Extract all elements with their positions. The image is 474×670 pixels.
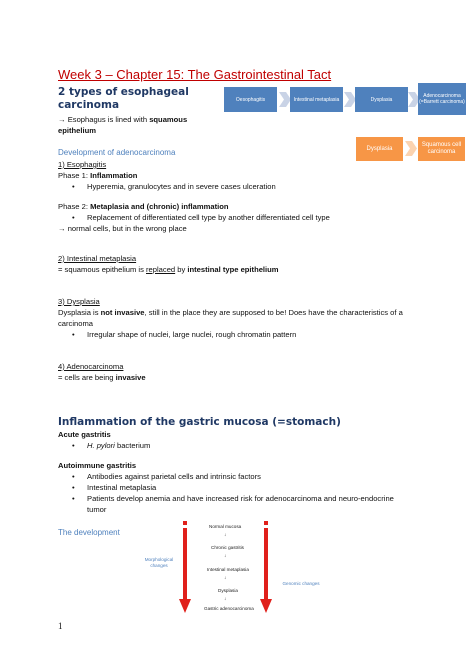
diagram-box-adenocarcinoma: Adenocarcinoma (=Barrett carcinoma) — [418, 83, 466, 115]
autoimmune-gastritis-label — [58, 461, 136, 471]
epithelium-line — [58, 126, 96, 136]
dysplasia-bullet: • Irregular shape of nuclei, large nuclei, rough chromatin pattern — [87, 330, 296, 340]
step-arrow: ↓ — [224, 532, 227, 537]
dys-pre: Dysplasia is — [58, 308, 101, 317]
esophagus-lined-line — [58, 115, 187, 125]
normal-cells-line — [58, 224, 187, 234]
lined-bold: squamous — [149, 115, 188, 124]
acute-bullet — [87, 441, 150, 451]
red-arrow-right-icon — [260, 521, 272, 614]
auto-bullet-1: • Antibodies against parietal cells and intrinsic factors — [87, 472, 261, 482]
lined-bold2: epithelium — [58, 126, 96, 135]
gastric-heading: Inflammation of the gastric mucosa (=stomach) — [58, 416, 341, 428]
red-arrow-left-icon — [179, 521, 191, 614]
diagram-box-oesophagitis: Oesophagitis — [224, 87, 277, 112]
phase2-line — [58, 202, 229, 212]
im-replaced: replaced — [146, 265, 176, 274]
dysplasia-label: 3) Dysplasia — [58, 297, 100, 306]
acute-bullet-rest: bacterium — [114, 441, 151, 450]
acute-bold: Acute gastritis — [58, 430, 111, 439]
auto-bold: Autoimmune gastritis — [58, 461, 137, 470]
im-mid: by — [175, 265, 188, 274]
lined-text: Esophagus is lined with — [65, 115, 150, 124]
acute-gastritis-label — [58, 430, 111, 440]
hpylori-italic: H. pylori — [87, 441, 115, 450]
step-intestinal-metaplasia: Intestinal metaplasia — [207, 567, 249, 572]
step-chronic-gastritis: Chronic gastritis — [211, 545, 244, 550]
genomic-changes-label: Genomic changes — [282, 581, 320, 586]
adeno-bold: invasive — [115, 373, 146, 382]
phase2-bullet: • Replacement of differentiated cell type by another differentiated cell type — [87, 213, 330, 223]
adenocarcinoma-label: 4) Adenocarcinoma — [58, 362, 124, 371]
diagram-box-squamous: Squamous cell carcinoma — [418, 137, 465, 161]
phase1-pre: Phase 1: — [58, 171, 91, 180]
chevron-arrow-icon — [405, 141, 417, 156]
page-number: 1 — [58, 621, 63, 631]
dys-bold: not invasive — [100, 308, 145, 317]
intestinal-metaplasia-def — [58, 265, 279, 275]
esophagitis-label: 1) Esophagitis — [58, 160, 107, 169]
dys-post: , still in the place they are supposed to be! Does have the characteristics of a — [144, 308, 403, 317]
esophageal-heading-line2: carcinoma — [58, 99, 120, 111]
step-normal-mucosa: Normal mucosa — [209, 524, 242, 529]
phase1-bullet: • Hyperemia, granulocytes and in severe cases ulceration — [87, 182, 276, 192]
step-arrow: ↓ — [224, 553, 227, 558]
esophageal-heading-line1: 2 types of esophageal — [58, 86, 189, 98]
step-arrow: ↓ — [224, 575, 227, 580]
diagram-box-dysplasia-orange: Dysplasia — [356, 137, 403, 161]
dysplasia-def-line1 — [58, 308, 403, 318]
phase1-line — [58, 171, 137, 181]
intestinal-metaplasia-label: 2) Intestinal metaplasia — [58, 254, 137, 263]
normal-cells-text: normal cells, but in the wrong place — [65, 224, 187, 233]
phase1-bold: Inflammation — [90, 171, 138, 180]
im-pre: = squamous epithelium is — [58, 265, 147, 274]
auto-bullet-3-cont: tumor — [87, 505, 107, 514]
diagram-box-dysplasia: Dysplasia — [355, 87, 408, 112]
step-dysplasia: Dysplasia — [218, 588, 238, 593]
im-bold: intestinal type epithelium — [187, 265, 279, 274]
arrow-icon: → — [58, 115, 66, 124]
diagram-box-intestinal-metaplasia: Intestinal metaplasia — [290, 87, 343, 112]
morphological-changes-label: Morphological changes — [144, 557, 174, 568]
phase2-pre: Phase 2: — [58, 202, 91, 211]
arrow-icon: → — [58, 224, 66, 233]
development-subheading: The development — [58, 528, 120, 537]
auto-bullet-3: • Patients develop anemia and have increased risk for adenocarcinoma and neuro-endocrine — [87, 494, 394, 504]
page-title: Week 3 – Chapter 15: The Gastrointestinal Tact — [58, 67, 332, 82]
auto-bullet-2: • Intestinal metaplasia — [87, 483, 156, 493]
phase2-bold: Metaplasia and (chronic) inflammation — [90, 202, 229, 211]
step-gastric-adenocarcinoma: Gastric adenocarcinoma — [204, 606, 254, 611]
dev-adeno-subheading: Development of adenocarcinoma — [58, 148, 176, 157]
dysplasia-def-line2: carcinoma — [58, 319, 94, 328]
adeno-pre: = cells are being — [58, 373, 116, 382]
adenocarcinoma-def — [58, 373, 146, 383]
step-arrow: ↓ — [224, 596, 227, 601]
